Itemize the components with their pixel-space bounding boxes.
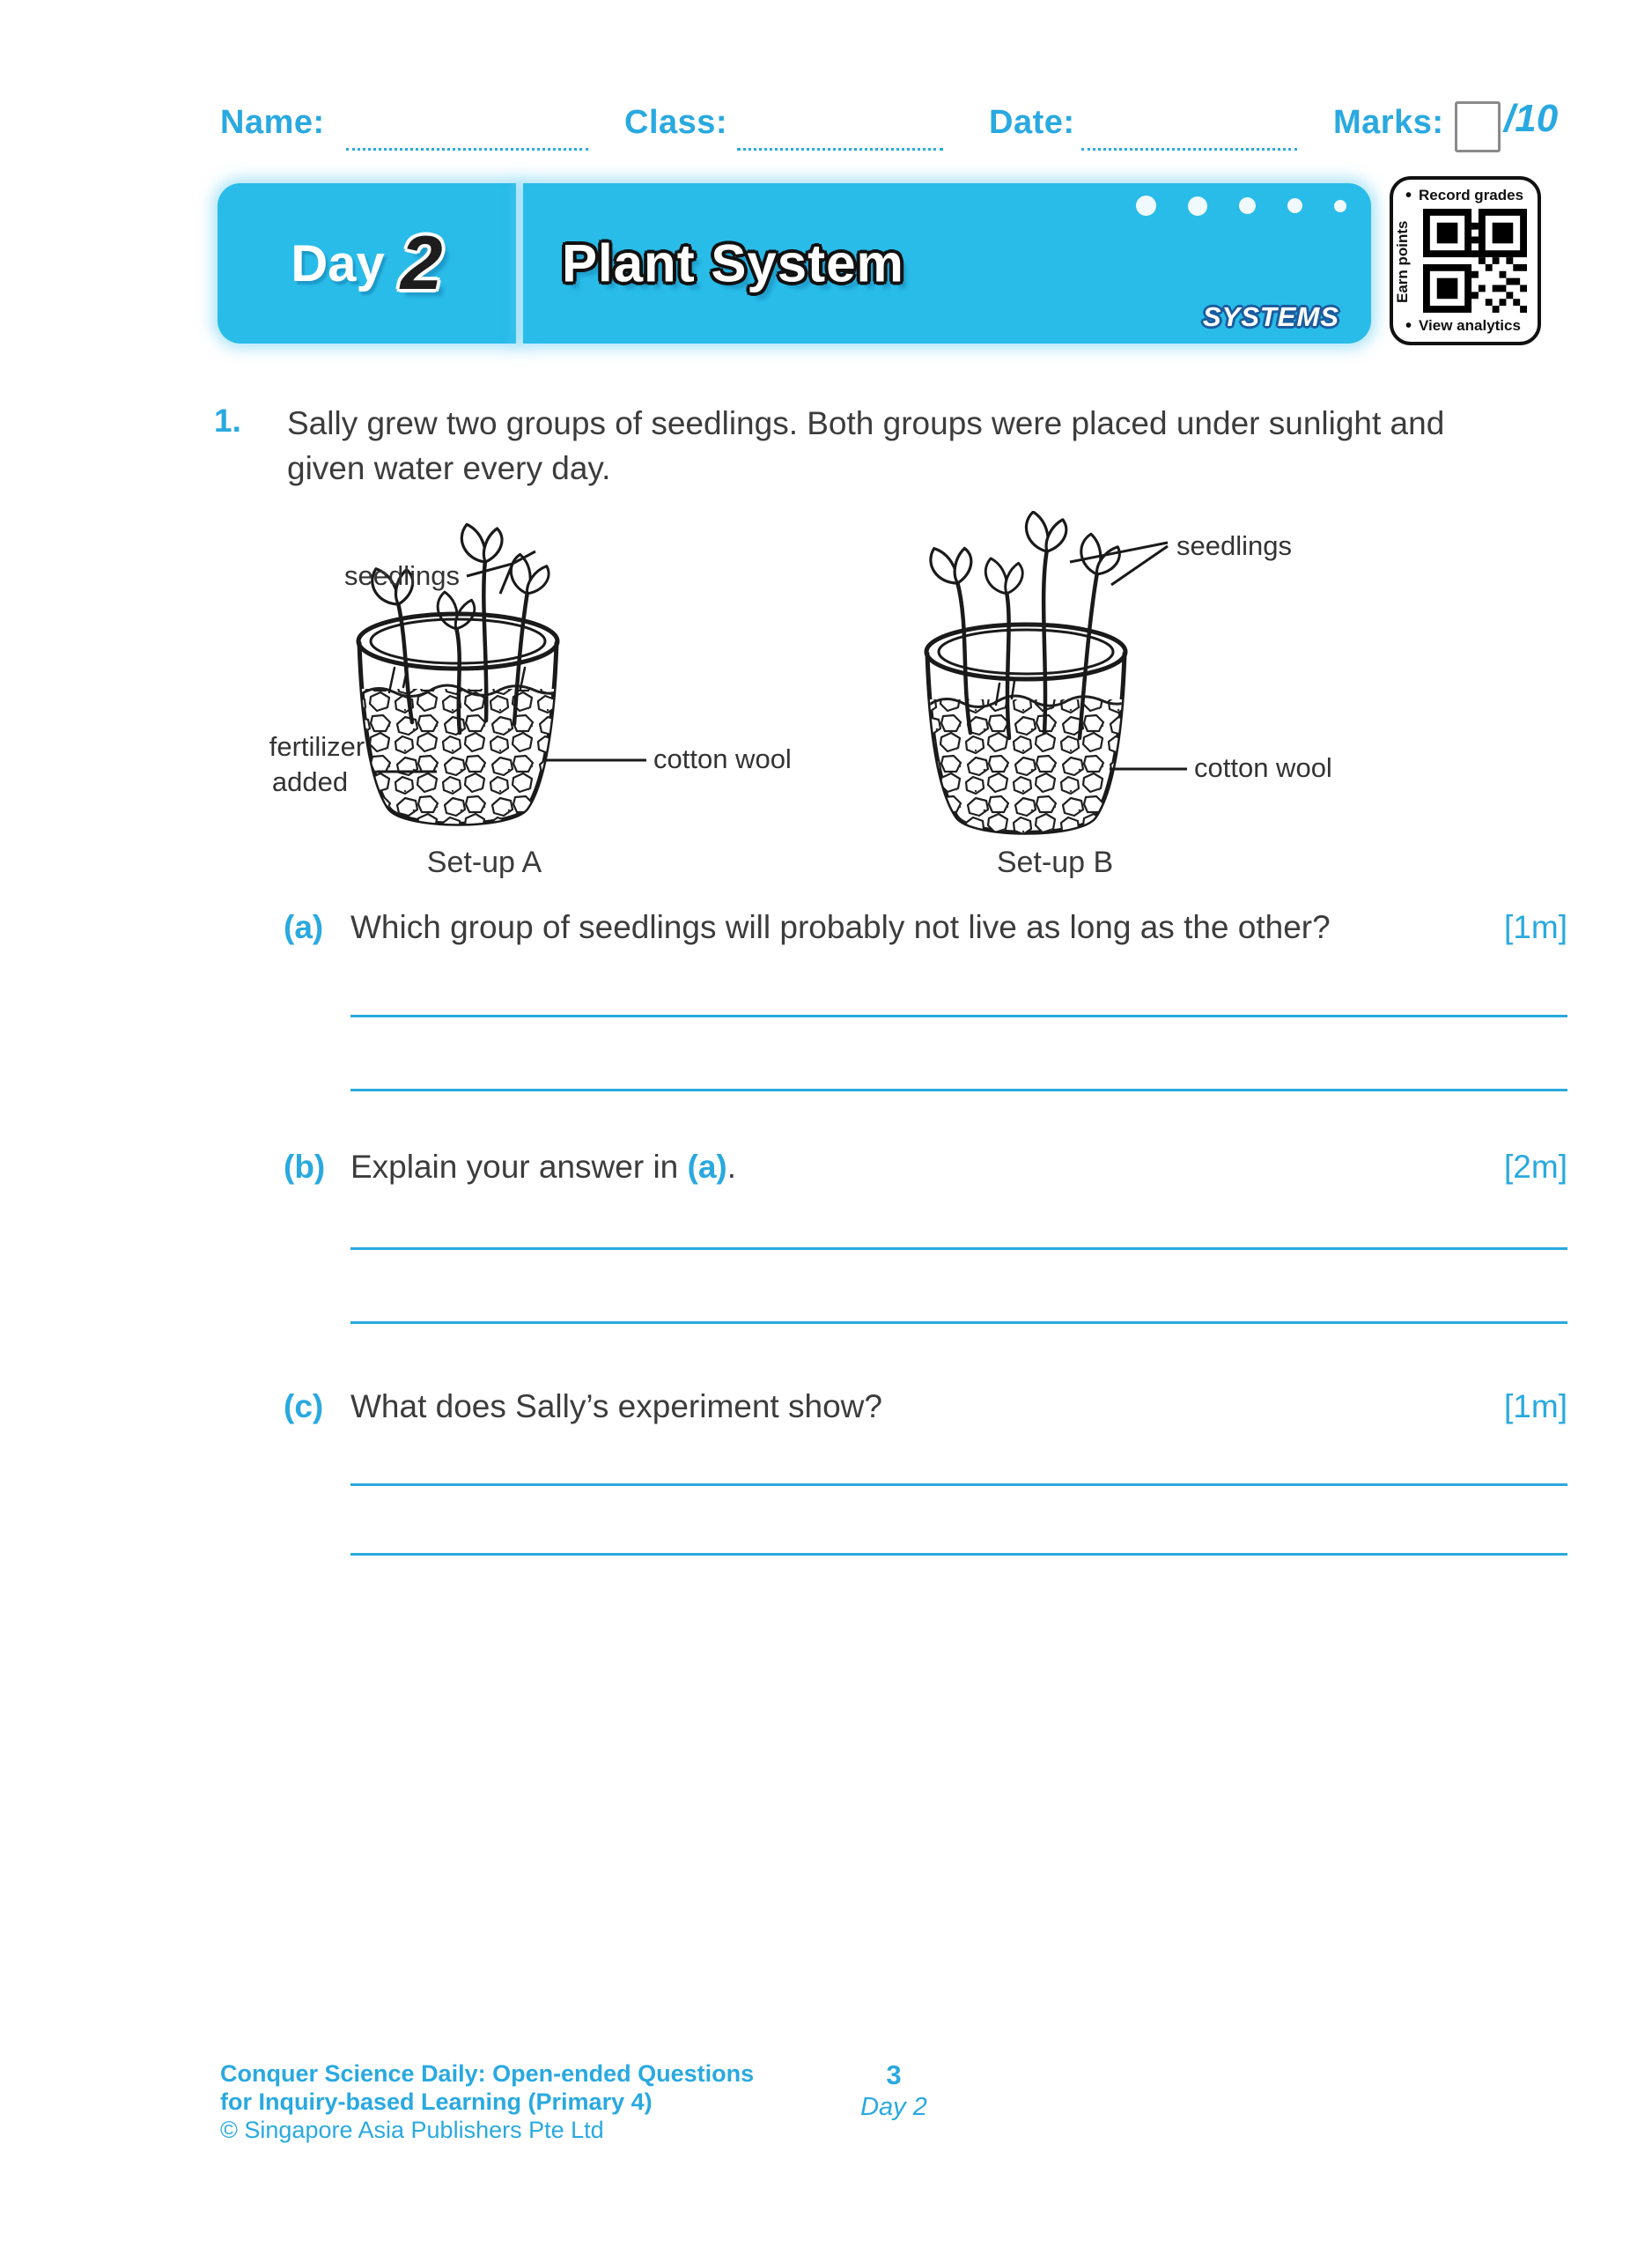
- setup-a-illustration: [269, 522, 792, 879]
- decorative-dots: [1136, 196, 1346, 216]
- marks-total: /10: [1504, 97, 1559, 140]
- answer-line[interactable]: [350, 1483, 1567, 1486]
- day-word: Day: [291, 234, 385, 292]
- subquestion-c-label: (c): [284, 1388, 324, 1424]
- answer-line[interactable]: [350, 1321, 1567, 1324]
- qr-top-row: [1405, 187, 1534, 204]
- page-number: 3: [886, 2059, 902, 2090]
- strand-badge: SYSTEMS: [1202, 301, 1339, 332]
- setup-b-illustration: [926, 512, 1332, 879]
- subquestion-b: [284, 1149, 1567, 1193]
- day-banner-panel: [218, 183, 516, 344]
- name-blank-line[interactable]: [346, 122, 588, 151]
- setup-a-caption: Set-up A: [426, 846, 542, 879]
- question-number: 1.: [214, 403, 241, 439]
- date-blank-line[interactable]: [1081, 122, 1297, 151]
- book-title-line1: Conquer Science Daily: Open-ended Questions: [220, 2060, 755, 2087]
- marks-entry-box[interactable]: [1455, 101, 1501, 152]
- page-indicator: [832, 2059, 955, 2122]
- subquestion-a: [284, 909, 1567, 953]
- dot-icon: [1136, 196, 1156, 216]
- subquestion-b-text-before: Explain your answer in: [350, 1149, 688, 1185]
- copyright-line: © Singapore Asia Publishers Pte Ltd: [220, 2117, 604, 2143]
- answer-line[interactable]: [350, 1015, 1567, 1017]
- qr-top-label: Record grades: [1419, 187, 1524, 203]
- subquestion-c: [284, 1388, 1567, 1432]
- setup-b-cotton-wool-label: cotton wool: [1194, 752, 1332, 783]
- dot-icon: [1287, 198, 1302, 213]
- question-stem-line1: Sally grew two groups of seedlings. Both groups were placed under sunlight and: [287, 405, 1445, 441]
- subquestion-b-text-after: .: [726, 1149, 737, 1185]
- qr-panel: [1390, 176, 1541, 345]
- name-label: Name:: [220, 104, 325, 141]
- qr-bottom-row: [1405, 317, 1534, 335]
- book-title-line2: for Inquiry-based Learning (Primary 4): [220, 2089, 653, 2115]
- subquestion-c-text: [350, 1388, 882, 1425]
- setup-a-cotton-wool-label: cotton wool: [653, 743, 792, 774]
- subquestion-b-marks: [2m]: [1504, 1149, 1567, 1185]
- setup-a-seedlings-label: seedlings: [344, 560, 460, 591]
- answer-line[interactable]: [350, 1553, 1567, 1556]
- dot-icon: [1239, 197, 1256, 214]
- qr-side-label: Earn points: [1394, 220, 1411, 303]
- setup-a-fertilizer-label-line1: fertilizer: [269, 731, 365, 762]
- setup-b-caption: Set-up B: [996, 846, 1114, 879]
- setup-a-fertilizer-label-line2: added: [271, 766, 349, 797]
- topic-banner-panel: [523, 183, 1371, 344]
- subquestion-a-marks: [1m]: [1504, 909, 1567, 945]
- subquestion-b-text: [350, 1149, 736, 1186]
- day-number: 2: [400, 221, 443, 306]
- subquestion-b-label: (b): [284, 1149, 326, 1185]
- subquestion-a-text-before: Which group of seedlings will probably not live as long as the other?: [350, 909, 1331, 945]
- class-blank-line[interactable]: [737, 122, 943, 151]
- answer-line[interactable]: [350, 1247, 1567, 1250]
- setup-b-seedlings-label: seedlings: [1176, 530, 1292, 561]
- qr-bottom-label: View analytics: [1419, 317, 1521, 334]
- dot-icon: [1188, 196, 1207, 216]
- experiment-diagram: [203, 511, 1365, 890]
- subquestion-a-text: [350, 909, 1331, 946]
- answer-line[interactable]: [350, 1089, 1567, 1091]
- subquestion-c-text-before: What does Sally’s experiment show?: [350, 1388, 882, 1424]
- subquestion-c-marks: [1m]: [1504, 1388, 1567, 1424]
- question-stem: [287, 401, 1546, 491]
- book-credit: [220, 2059, 754, 2144]
- topic-title: Plant System: [562, 233, 904, 293]
- subquestion-b-text-ref: (a): [687, 1149, 727, 1185]
- marks-label: Marks:: [1333, 104, 1444, 141]
- page-day: Day 2: [860, 2093, 927, 2121]
- subquestion-a-label: (a): [284, 909, 324, 945]
- class-label: Class:: [624, 104, 728, 141]
- question-stem-line2: given water every day.: [287, 450, 611, 486]
- date-label: Date:: [989, 104, 1075, 141]
- dot-icon: [1334, 200, 1346, 212]
- qr-code-icon: [1423, 209, 1527, 313]
- bullet-icon: •: [1405, 186, 1412, 205]
- bullet-icon: •: [1405, 316, 1412, 336]
